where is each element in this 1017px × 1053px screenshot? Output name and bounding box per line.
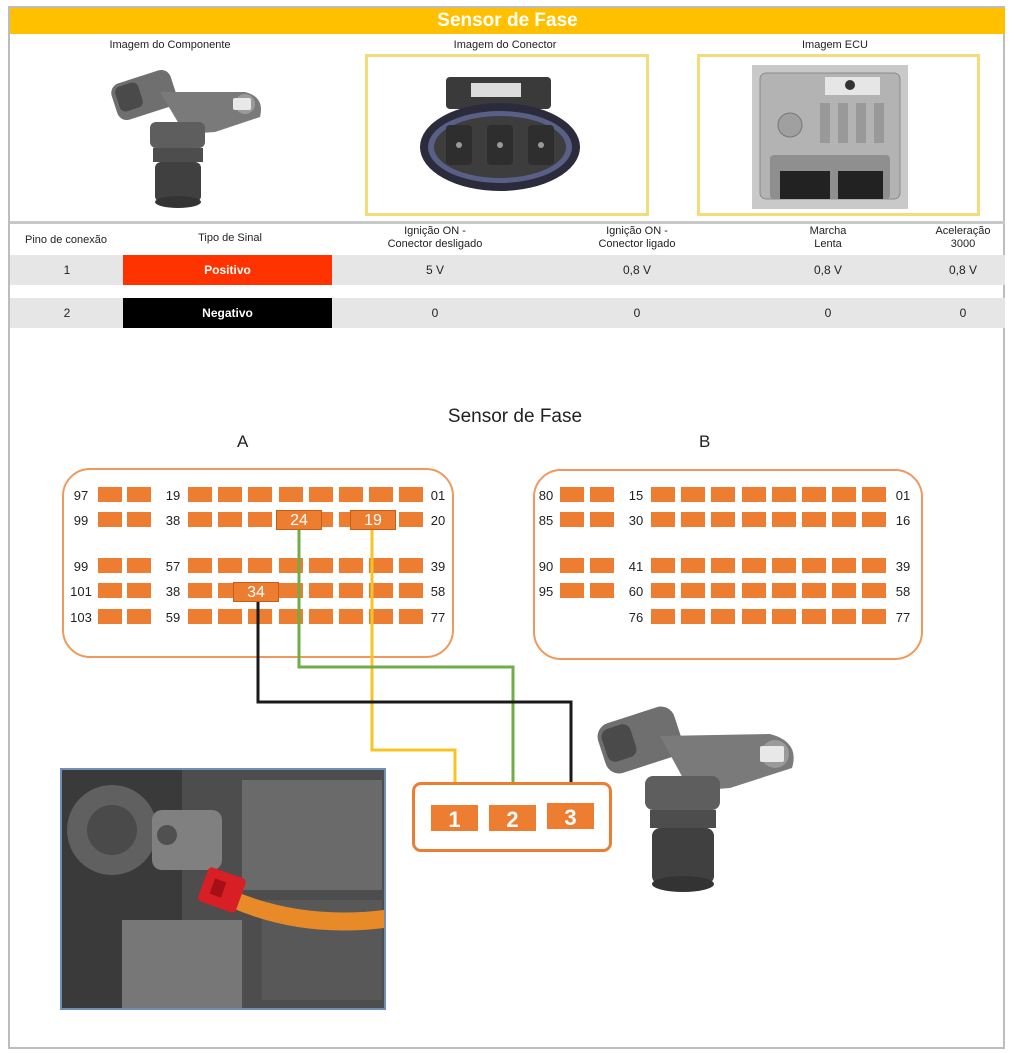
highlight-pin-34: 34: [233, 582, 279, 602]
connector-caption: Imagem do Conector: [453, 39, 557, 51]
signal-badge: Positivo: [123, 255, 332, 285]
header-pin: Pino de conexão: [25, 234, 107, 246]
pin-number: 101: [70, 584, 92, 599]
pin-number: 95: [538, 584, 554, 599]
row-pin: 2: [63, 306, 71, 320]
pin-number: 77: [895, 610, 911, 625]
pin-number: 103: [70, 610, 92, 625]
pin-number: 38: [165, 513, 181, 528]
pin-number: 85: [538, 513, 554, 528]
pin-number: 38: [165, 584, 181, 599]
pin-number: 99: [73, 513, 89, 528]
header-ign-off: Ignição ON - Conector desligado: [387, 225, 483, 250]
header-signal: Tipo de Sinal: [198, 232, 262, 244]
row-accel: 0: [959, 306, 967, 320]
pin-number: 19: [165, 488, 181, 503]
connector-a-label: A: [237, 432, 249, 451]
plug-pin-1: 1: [431, 805, 478, 831]
row-accel: 0,8 V: [948, 263, 978, 277]
connector-b-label: B: [699, 432, 711, 451]
row-ign-on: 0: [633, 306, 641, 320]
pin-number: 59: [165, 610, 181, 625]
ecu-caption: Imagem ECU: [801, 39, 869, 51]
plug-pin-2: 2: [489, 805, 536, 831]
wire-pin1: [372, 530, 455, 808]
pin-number: 99: [73, 559, 89, 574]
highlight-pin-24: 24: [276, 510, 322, 530]
row-ign-off: 5 V: [425, 263, 444, 277]
pin-number: 39: [430, 559, 446, 574]
diagram-title: Sensor de Fase: [447, 406, 583, 427]
page-title: Sensor de Fase: [10, 8, 1005, 34]
pin-number: 16: [895, 513, 911, 528]
wire-pin2: [299, 530, 513, 808]
component-caption: Imagem do Componente: [109, 39, 231, 51]
pin-number: 39: [895, 559, 911, 574]
pin-number: 76: [628, 610, 644, 625]
row-idle: 0: [824, 306, 832, 320]
plug-pin-3: 3: [547, 803, 594, 829]
sensor-photo-icon: [590, 696, 805, 896]
pin-number: 30: [628, 513, 644, 528]
pin-number: 60: [628, 584, 644, 599]
header-idle: Marcha Lenta: [809, 225, 847, 250]
engine-photo: [60, 768, 386, 1010]
signal-badge: Negativo: [123, 298, 332, 328]
pin-number: 20: [430, 513, 446, 528]
pin-number: 41: [628, 559, 644, 574]
row-idle: 0,8 V: [813, 263, 843, 277]
pin-number: 58: [430, 584, 446, 599]
pin-number: 01: [430, 488, 446, 503]
row-pin: 1: [63, 263, 71, 277]
header-accel: Aceleração 3000: [935, 225, 991, 250]
engine-photo-icon: [62, 770, 384, 1008]
pin-number: 57: [165, 559, 181, 574]
row-ign-off: 0: [431, 306, 439, 320]
row-ign-on: 0,8 V: [622, 263, 652, 277]
pin-number: 80: [538, 488, 554, 503]
pin-number: 90: [538, 559, 554, 574]
highlight-pin-19: 19: [350, 510, 396, 530]
pin-number: 15: [628, 488, 644, 503]
pin-number: 01: [895, 488, 911, 503]
pin-number: 58: [895, 584, 911, 599]
pin-number: 77: [430, 610, 446, 625]
header-ign-on: Ignição ON - Conector ligado: [598, 225, 676, 250]
pin-number: 97: [73, 488, 89, 503]
